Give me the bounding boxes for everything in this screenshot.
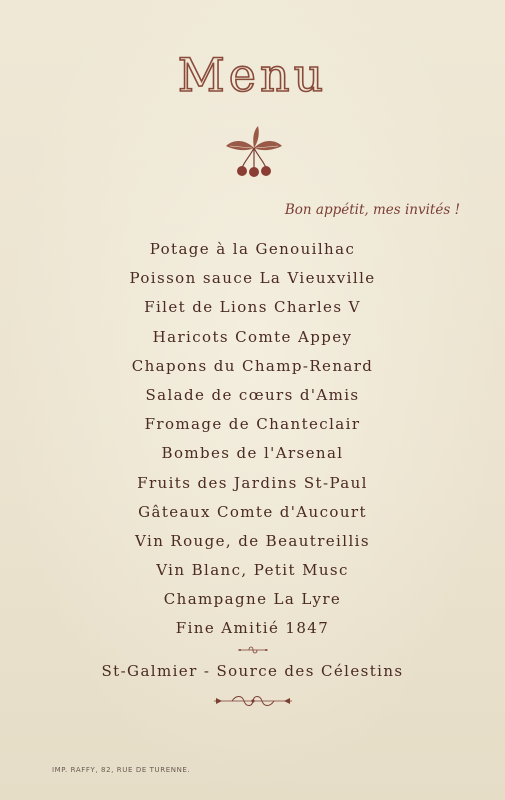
menu-item: Fine Amitié 1847 [175,619,330,638]
menu-item: Haricots Comte Appey [152,327,353,346]
scroll-flourish-icon [212,693,294,709]
menu-item: Poisson sauce La Vieuxville [129,269,376,288]
menu-item: Fruits des Jardins St-Paul [137,473,368,492]
divider-ornament-icon [237,645,269,655]
menu-item: Vin Rouge, de Beautreillis [135,531,370,550]
menu-item: Filet de Lions Charles V [144,298,361,317]
printer-credit: IMP. RAFFY, 82, RUE DE TURENNE. [52,766,191,774]
menu-item: Salade de cœurs d'Amis [145,385,360,404]
menu-item: Fromage de Chanteclair [144,415,361,434]
menu-item: Potage à la Genouilhac [149,240,356,258]
menu-items-list [0,235,505,644]
menu-item: Champagne La Lyre [163,590,342,609]
menu-title: Menu [177,48,328,102]
water-line: St-Galmier - Source des Célestins [101,662,404,680]
greeting: Bon appétit, mes invités ! [284,202,460,218]
menu-item: Bombes de l'Arsenal [161,444,344,463]
menu-item: Chapons du Champ-Renard [131,356,374,375]
menu-item: Gâteaux Comte d'Aucourt [138,502,367,521]
cherries-icon [222,126,286,178]
menu-item: Vin Blanc, Petit Musc [156,561,349,580]
